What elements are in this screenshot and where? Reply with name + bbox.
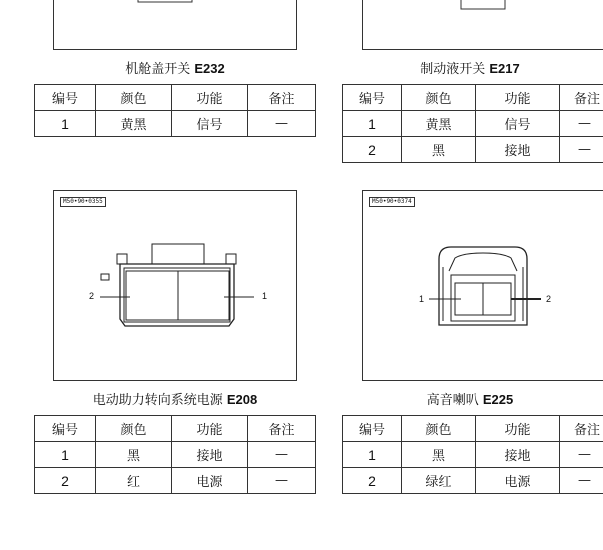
pin-label-right: 2: [546, 294, 552, 304]
diagram-reference: M50•90•0355: [60, 197, 106, 207]
cell-note: —: [248, 468, 316, 494]
pin-table-e217: [342, 84, 603, 163]
table-row: [35, 111, 316, 137]
cell-function: 电源: [172, 468, 248, 494]
connector-diagram-e208: [53, 190, 297, 381]
cell-color: 黑: [402, 442, 476, 468]
section-title-e217: [362, 58, 578, 77]
title-code: E225: [482, 392, 514, 407]
cell-function: 接地: [476, 137, 560, 163]
cell-color: 绿红: [402, 468, 476, 494]
cell-number: 1: [343, 111, 402, 137]
cell-number: 1: [35, 442, 96, 468]
title-code: E217: [489, 61, 520, 76]
pin-label-right: 1: [262, 291, 268, 301]
connector-drawing: [363, 0, 603, 51]
header-number: 编号: [343, 416, 402, 442]
table-header-row: [343, 416, 603, 442]
pin-label-left: 1: [419, 294, 425, 304]
header-number: 编号: [35, 416, 96, 442]
cell-number: 2: [343, 468, 402, 494]
header-function: 功能: [476, 85, 560, 111]
pin-label-left: 2: [89, 291, 95, 301]
header-function: 功能: [172, 416, 248, 442]
cell-number: 1: [35, 111, 96, 137]
cell-function: 接地: [172, 442, 248, 468]
table-row: [343, 137, 603, 163]
cell-note: —: [560, 111, 603, 137]
title-text: 高音喇叭: [426, 393, 479, 408]
title-code: E232: [194, 61, 225, 76]
table-header-row: [35, 416, 316, 442]
table-row: [343, 442, 603, 468]
cell-color: 黑: [96, 442, 172, 468]
cell-color: 红: [96, 468, 172, 494]
cell-number: 2: [35, 468, 96, 494]
cell-note: —: [560, 468, 603, 494]
cell-number: 2: [343, 137, 402, 163]
connector-drawing: [54, 191, 298, 382]
header-number: 编号: [35, 85, 96, 111]
title-text: 电动助力转向系统电源: [92, 393, 223, 408]
cell-note: —: [560, 137, 603, 163]
header-function: 功能: [172, 85, 248, 111]
table-row: [343, 111, 603, 137]
connector-diagram-e225: [362, 190, 603, 381]
header-color: 颜色: [402, 416, 476, 442]
title-text: 机舱盖开关: [125, 62, 191, 77]
cell-function: 信号: [476, 111, 560, 137]
table-row: [35, 442, 316, 468]
connector-diagram-e217: [362, 0, 603, 50]
table-header-row: [343, 85, 603, 111]
header-function: 功能: [476, 416, 560, 442]
cell-note: —: [560, 442, 603, 468]
section-title-e225: [362, 389, 578, 408]
header-color: 颜色: [96, 416, 172, 442]
cell-color: 黄黑: [96, 111, 172, 137]
cell-function: 信号: [172, 111, 248, 137]
cell-color: 黑: [402, 137, 476, 163]
header-note: 备注: [248, 85, 316, 111]
header-number: 编号: [343, 85, 402, 111]
header-note: 备注: [248, 416, 316, 442]
cell-note: —: [248, 442, 316, 468]
header-color: 颜色: [402, 85, 476, 111]
title-code: E208: [226, 392, 258, 407]
cell-color: 黄黑: [402, 111, 476, 137]
diagram-reference: M50•90•0374: [369, 197, 415, 207]
pin-table-e232: [34, 84, 316, 137]
cell-number: 1: [343, 442, 402, 468]
cell-function: 接地: [476, 442, 560, 468]
connector-drawing: [54, 0, 298, 51]
table-header-row: [35, 85, 316, 111]
section-title-e232: [53, 58, 297, 77]
section-title-e208: [53, 389, 297, 408]
header-color: 颜色: [96, 85, 172, 111]
connector-diagram-e232: [53, 0, 297, 50]
table-row: [35, 468, 316, 494]
header-note: 备注: [560, 416, 603, 442]
pin-table-e208: [34, 415, 316, 494]
title-text: 制动液开关: [420, 62, 486, 77]
table-row: [343, 468, 603, 494]
header-note: 备注: [560, 85, 603, 111]
connector-drawing: [363, 191, 603, 382]
pin-table-e225: [342, 415, 603, 494]
cell-function: 电源: [476, 468, 560, 494]
cell-note: —: [248, 111, 316, 137]
